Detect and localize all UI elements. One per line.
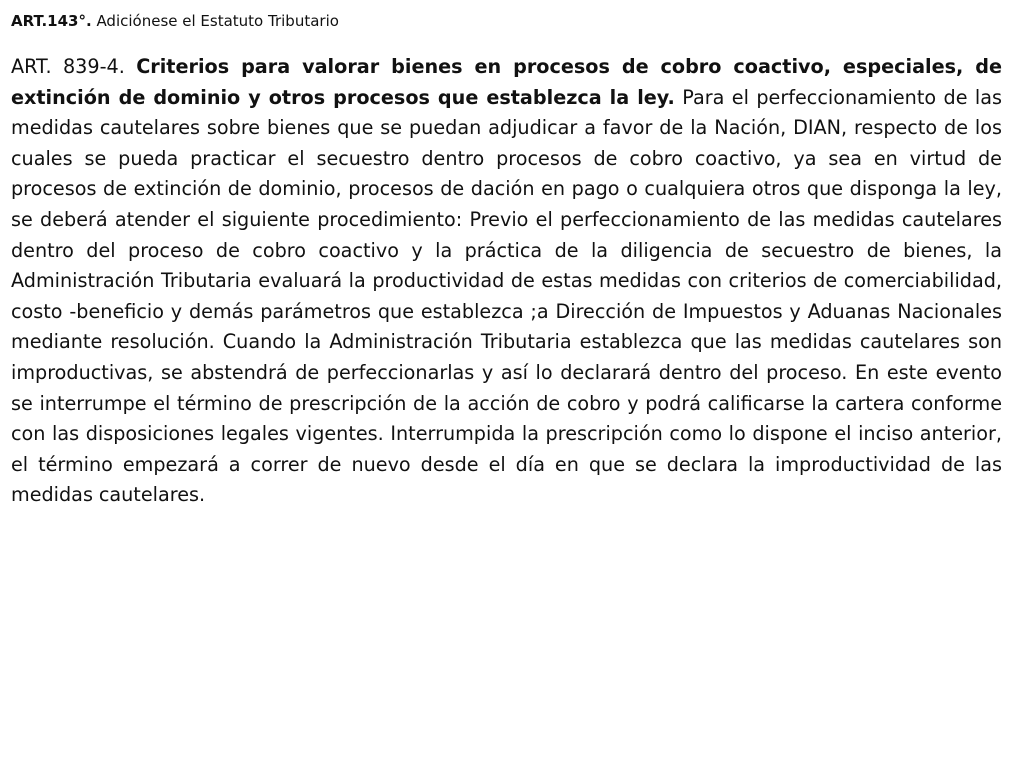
article-title: Criterios para valorar bienes en procesos de cobro coactivo, especiales, de extinción de dominio y otros procesos que establezca la ley. (11, 55, 1003, 109)
article-heading-text: Adiciónese el Estatuto Tributario (96, 12, 339, 30)
article-heading (11, 10, 1002, 32)
article-body: Para el perfeccionamiento de las medidas cautelares sobre bienes que se puedan adjudicar a favor de la Nación, DIAN, respecto de los cuales se pueda practicar el secuestro dentro procesos de cobro coactivo, ya sea en virtud de procesos de extinción de dominio, procesos de dación en pago o cualquiera otros que disponga la ley, se deberá atender el siguiente procedimiento: Previo el perfeccionamiento de las medidas cautelares dentro del proceso de cobro coactivo y la práctica de la diligencia de secuestro de bienes, la Administración Tributaria evaluará la productividad de estas medidas con criterios de comerciabilidad, costo -beneficio y demás parámetros que establezca ;a Dirección de Impuestos y Aduanas Nacionales mediante resolución. Cuando la Administración Tributaria establezca que las medidas cautelares son improductivas, se abstendrá de perfeccionarlas y así lo declarará dentro del proceso. En este evento se interrumpe el término de prescripción de la acción de cobro y podrá calificarse la cartera conforme con las disposiciones legales vigentes. Interrumpida la prescripción como lo dispone el inciso anterior, el término empezará a correr de nuevo desde el día en que se declara la improductividad de las medidas cautelares. (11, 85, 1003, 507)
article-heading-label: ART.143°. (11, 12, 92, 30)
article-paragraph (11, 52, 1002, 511)
article-number: ART. 839-4. (11, 55, 125, 78)
